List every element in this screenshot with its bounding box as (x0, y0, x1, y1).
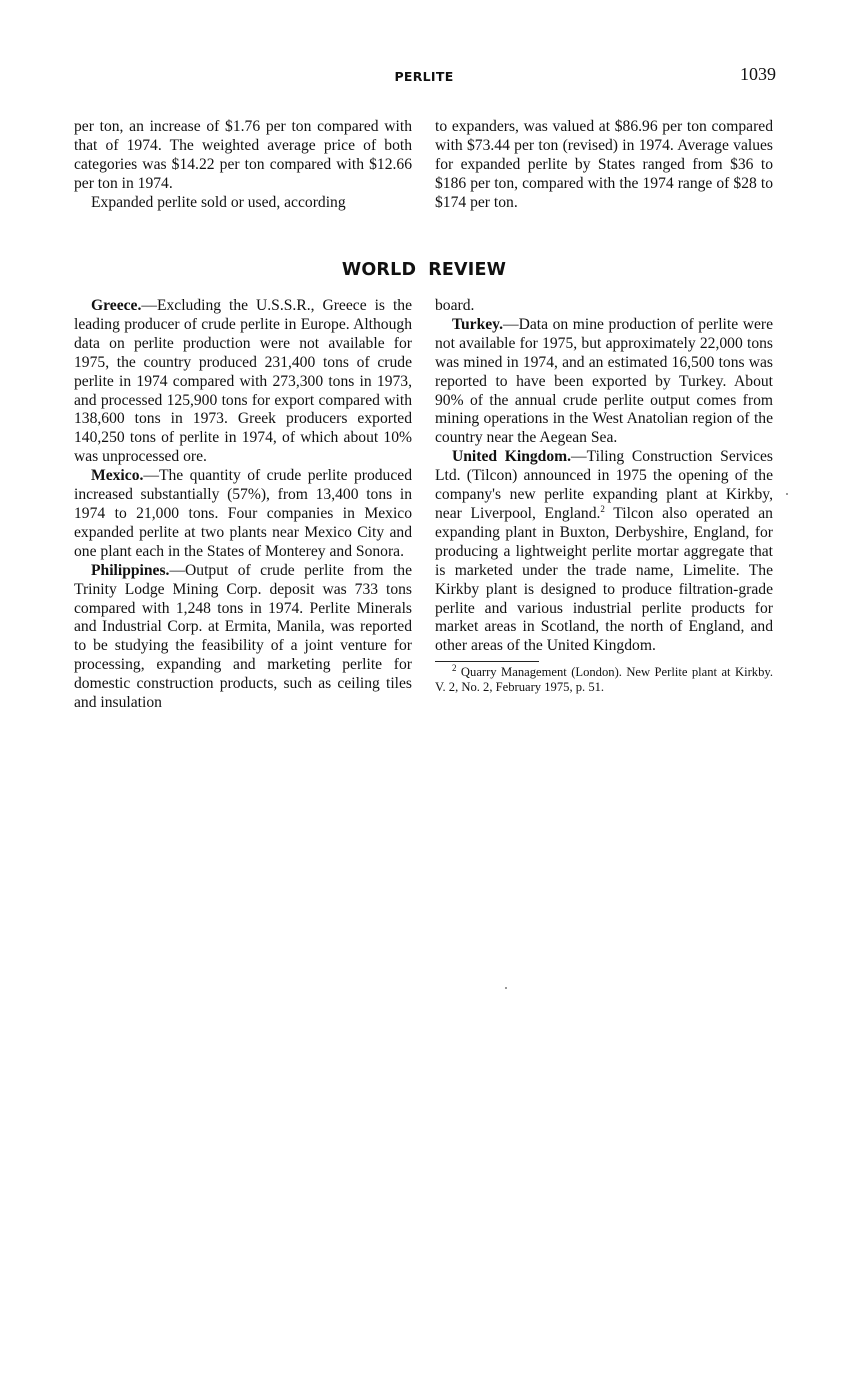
country-lead: Greece. (91, 297, 142, 314)
footnote (435, 665, 773, 695)
philippines-continuation: board. (435, 297, 475, 314)
section-heading (74, 260, 774, 280)
world-review-left-column (74, 297, 412, 713)
intro-left-column (74, 118, 412, 213)
footnote-reference: 2 (600, 503, 605, 514)
section-heading-word: WORLD (341, 260, 417, 280)
intro-paragraph: Expanded perlite sold or used, according (91, 193, 346, 211)
country-text: —Data on mine production of perlite were not available for 1975, but approximately 22,000 tons was mined in 1974, and an estimated 16,500 tons was reported to have been exported by Turkey. About 90% of the annual crude perlite output comes from mining operations in the West Anatolian region of the country near the Aegean Sea. (435, 315, 773, 447)
country-text: —Tiling Construction Services Ltd. (Tilcon) announced in 1975 the opening of the company's new perlite expanding plant at Kirkby, near Liverpool, England. (435, 448, 773, 522)
country-lead: Mexico. (91, 467, 144, 485)
country-lead: Turkey. (452, 315, 503, 333)
country-paragraph-greece (74, 297, 412, 467)
running-title: PERLITE (394, 69, 454, 84)
intro-right-column (435, 118, 773, 213)
page-number: 1039 (740, 64, 776, 84)
intro-paragraph: per ton, an increase of $1.76 per ton compared with that of 1974. The weighted average price of both categories was $14.22 per ton compared with $12.66 per ton in 1974. (74, 118, 412, 192)
intro-paragraph: to expanders, was valued at $86.96 per ton compared with $73.44 per ton (revised) in 1974. Average values for expanded perlite by States ranged from $36 to $186 per ton, compared with the 1974 range of $28 to $174 per ton. (435, 118, 773, 211)
country-lead: Philippines. (91, 561, 170, 579)
world-review-right-column (435, 297, 773, 695)
footnote-rule (435, 661, 539, 662)
scan-speck (786, 493, 788, 495)
country-lead: United Kingdom. (452, 448, 572, 466)
country-paragraph-united-kingdom (435, 448, 773, 656)
section-heading-word: REVIEW (428, 260, 507, 280)
country-text: —Output of crude perlite from the Trinity Lodge Mining Corp. deposit was 733 tons compared with 1,248 tons in 1974. Perlite Minerals and Industrial Corp. at Ermita, Manila, was reported to be studying the feasibility of a joint venture for processing, expanding and marketing perlite for domestic construction products, such as ceiling tiles and insulation (74, 561, 412, 712)
scan-speck (505, 987, 507, 989)
country-text: —The quantity of crude perlite produced increased substantially (57%), from 13,400 tons in 1974 to 21,000 tons. Four companies in Mexico expanded perlite at two plants near Mexico City and one plant each in the States of Monterey and Sonora. (74, 467, 412, 560)
country-paragraph-mexico (74, 467, 412, 562)
country-text: Tilcon also operated an expanding plant in Buxton, Derbyshire, England, for producing a lightweight perlite mortar aggregate that is marketed under the trade name, Limelite. The Kirkby plant is designed to produce filtration-grade perlite and various industrial perlite products for market areas in Scotland, the north of England, and other areas of the United Kingdom. (435, 504, 773, 655)
country-paragraph-turkey (435, 316, 773, 448)
country-text: —Excluding the U.S.S.R., Greece is the leading producer of crude perlite in Europe. Although data on perlite production were not available for 1975, the country produced 231,400 tons of crude perlite in 1974 compared with 273,300 tons in 1973, and processed 125,900 tons for export compared with 138,600 tons in 1973. Greek producers exported 140,250 tons of perlite in 1974, of which about 10% was unprocessed ore. (74, 297, 412, 466)
country-paragraph-philippines (74, 562, 412, 713)
footnote-marker: 2 (452, 663, 457, 674)
footnote-text: Quarry Management (London). New Perlite plant at Kirkby. V. 2, No. 2, February 1975, p. 51. (435, 665, 773, 695)
running-head (74, 64, 774, 88)
